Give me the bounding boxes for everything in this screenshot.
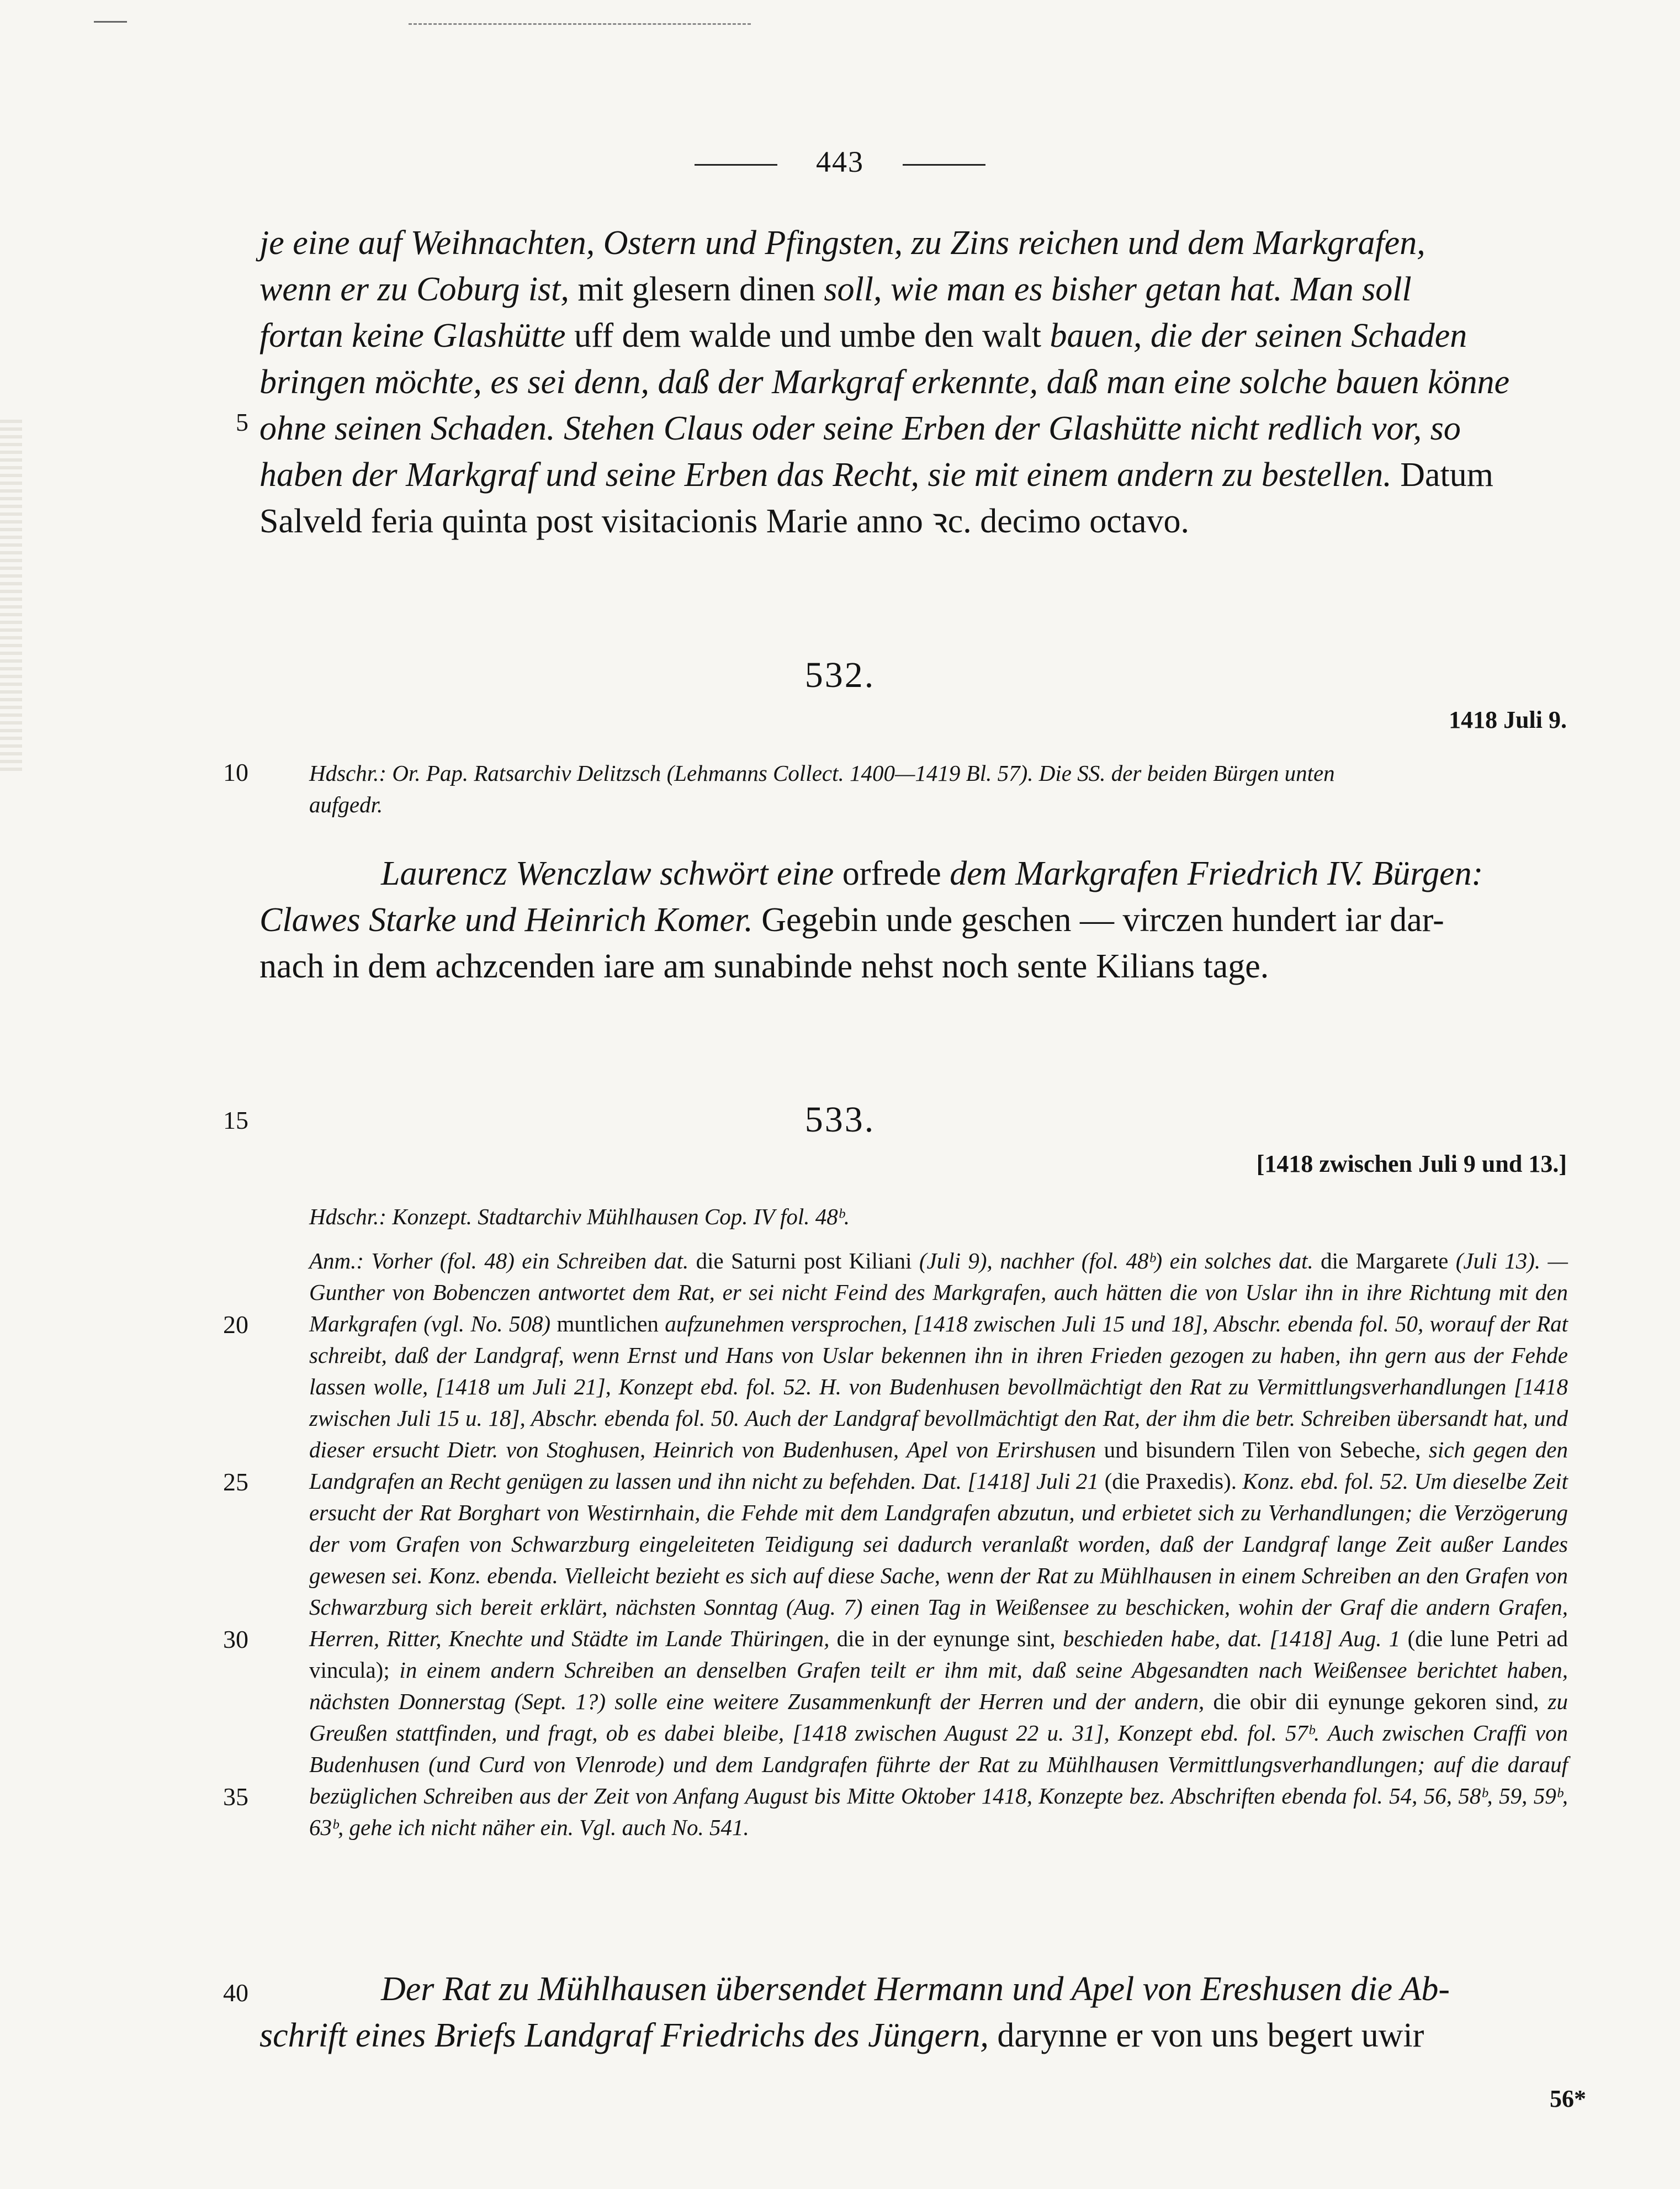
regest-533-line-2 xyxy=(259,2012,1568,2059)
regest-532-b: orfrede xyxy=(834,855,950,892)
line-number-40: 40 xyxy=(223,1979,248,2007)
annotation-533-segment: in einem andern Schreiben an denselben Grafen teilt er ihm mit, daß seine Abgesandten nach Weißensee berichtet haben, nächsten Donnerstag (Sept. 1?) solle eine weitere Zusammenkunft der Herren und der andern, xyxy=(309,1657,1568,1714)
annotation-533-segment: (die lune Petri ad vincula); xyxy=(309,1626,1568,1683)
annotation-533-segment: die Margarete xyxy=(1321,1248,1456,1273)
intro-line-3 xyxy=(259,313,1568,359)
header-dash-left xyxy=(695,164,777,166)
intro-line-2-a: wenn er zu Coburg ist, xyxy=(259,271,569,308)
intro-line-3-b: uff dem walde und umbe den walt xyxy=(565,317,1050,355)
intro-line-3-a: fortan keine Glashütte xyxy=(259,317,566,355)
scan-edge-artifact xyxy=(0,420,22,773)
header-dash-right xyxy=(903,164,985,166)
annotation-533-segment: sich gegen den Landgrafen an Recht genügen zu lassen und ihn nicht zu befehden. Dat. [1418] Juli 21 xyxy=(309,1437,1568,1494)
document-number-532: 532. xyxy=(804,655,876,695)
regest-532-line-1 xyxy=(259,850,1568,897)
intro-line-6 xyxy=(259,452,1568,498)
regest-533-b: schrift eines Briefs Landgraf Friedrichs des Jüngern, xyxy=(259,2017,989,2054)
annotation-533-segment: (die Praxedis). xyxy=(1104,1468,1243,1494)
regest-532-line-3: nach in dem achzcenden iare am sunabinde nehst noch sente Kilians tage. xyxy=(259,948,1269,985)
intro-line-5: ohne seinen Schaden. Stehen Claus oder seine Erben der Glashütte nicht redlich vor, so xyxy=(259,410,1461,447)
annotation-533-segment: zu Greußen stattfinden, und fragt, ob es dabei bleibe, [1418 zwischen August 22 u. 31], Konzept ebd. fol. 57ᵇ. Auch zwischen Craffi von Budenhusen (und Curd von Vlenrode) und dem Landgrafen führte der Rat zu Mühlhausen Vermittlungsverhandlungen; auf die darauf bezüglichen Schreiben aus der Zeit von Anfang August bis Mitte Oktober 1418, Konzepte bez. Abschriften ebenda fol. 54, 56, 58ᵇ, 59, 59ᵇ, 63ᵇ, gehe ich nicht näher ein. Vgl. auch No. 541. xyxy=(309,1689,1568,1840)
line-number-35: 35 xyxy=(223,1783,248,1811)
annotation-533-segment: und bisundern Tilen von Sebeche, xyxy=(1104,1437,1429,1462)
annotation-533 xyxy=(309,1245,1568,1843)
source-note-532 xyxy=(309,758,1562,821)
annotation-533-segment: (Juli 13). — Gunther von Bobenczen antwortet dem Rat, er sei nicht Feind des Markgrafen, auch hätten die von Uslar ihn in ihre Richtung mit den Markgrafen (vgl. No. 508) xyxy=(309,1248,1568,1336)
regest-532-e: Gegebin unde geschen — virczen hundert iar dar- xyxy=(752,901,1444,939)
document-number-533: 533. xyxy=(804,1099,876,1140)
source-note-532-line-2: aufgedr. xyxy=(309,792,383,817)
intro-line-6-b: Datum xyxy=(1391,456,1494,494)
regest-533 xyxy=(259,1966,1568,2059)
regest-532-d: Clawes Starke und Heinrich Komer. xyxy=(259,901,753,939)
document-date-533: [1418 zwischen Juli 9 und 13.] xyxy=(1256,1150,1567,1177)
line-number-15: 15 xyxy=(223,1106,248,1134)
page-header xyxy=(0,145,1680,179)
line-number-10: 10 xyxy=(223,758,248,786)
intro-line-1: je eine auf Weihnachten, Ostern und Pfingsten, zu Zins reichen und dem Markgrafen, xyxy=(259,224,1425,262)
intro-line-2 xyxy=(259,266,1568,313)
line-number-5: 5 xyxy=(236,408,248,436)
line-number-20: 20 xyxy=(223,1310,248,1339)
annotation-533-segment: muntlichen xyxy=(557,1311,665,1336)
annotation-533-segment: Anm.: Vorher (fol. 48) ein Schreiben dat. xyxy=(309,1248,696,1273)
intro-line-6-a: haben der Markgraf und seine Erben das Recht, sie mit einem andern zu bestellen. xyxy=(259,456,1392,494)
intro-line-2-b: mit glesern dinen xyxy=(569,271,824,308)
annotation-533-segment: die in der eynunge sint, xyxy=(836,1626,1063,1651)
intro-line-3-c: bauen, die der seinen Schaden xyxy=(1050,317,1467,355)
source-note-532-line-1: Hdschr.: Or. Pap. Ratsarchiv Delitzsch (Lehmanns Collect. 1400—1419 Bl. 57). Die SS. der beiden Bürgen unten xyxy=(309,760,1335,786)
regest-533-line-1: Der Rat zu Mühlhausen übersendet Hermann und Apel von Ereshusen die Ab- xyxy=(381,1970,1450,2008)
regest-533-c: darynne er von uns begert uwir xyxy=(988,2017,1424,2054)
annotation-533-segment: die Saturni post Kiliani xyxy=(696,1248,919,1273)
intro-line-4: bringen möchte, es sei denn, daß der Markgraf erkennte, daß man eine solche bauen könne xyxy=(259,363,1510,401)
source-note-533: Hdschr.: Konzept. Stadtarchiv Mühlhausen Cop. IV fol. 48ᵇ. xyxy=(309,1204,850,1229)
intro-line-2-c: soll, wie man es bisher getan hat. Man soll xyxy=(824,271,1412,308)
regest-532 xyxy=(259,850,1568,990)
page-number: 443 xyxy=(816,145,864,178)
annotation-533-segment: Konz. ebd. fol. 52. Um dieselbe Zeit ersucht der Rat Borghart von Westirnhain, die Fehde mit dem Landgrafen abzutun, und erbietet sich zu Verhandlungen; die Verzögerung der vom Grafen von Schwarzburg eingeleiteten Teidigung sei dadurch veranlaßt worden, daß der Landgraf lange Zeit außer Landes gewesen sei. Konz. ebenda. Vielleicht bezieht es sich auf diese Sache, wenn der Rat zu Mühlhausen in einem Schreiben an den Grafen von Schwarzburg sich bereit erklärt, nächsten Sonntag (Aug. 7) einen Tag in Weißensee zu beschicken, wohin der Graf die andern Grafen, Herren, Ritter, Knechte und Städte im Lande Thüringen, xyxy=(309,1468,1568,1651)
annotation-533-segment: die obir dii eynunge gekoren sind, xyxy=(1213,1689,1548,1714)
annotation-533-segment: aufzunehmen versprochen, [1418 zwischen Juli 15 und 18], Abschr. ebenda fol. 50, worauf der Rat schreibt, daß der Landgraf, wenn Ernst und Hans von Uslar bekennen ihn in ihren Frieden gezogen zu haben, ihn gern aus der Fehde lassen wolle, [1418 um Juli 21], Konzept ebd. fol. 52. H. von Budenhusen bevollmächtigt den Rat zu Vermittlungsverhandlungen [1418 zwischen Juli 15 u. 18], Abschr. ebenda fol. 50. Auch der Landgraf bevollmächtigt den Rat, der ihm die betr. Schreiben übersandt hat, und dieser ersucht Dietr. von Stoghusen, Heinrich von Budenhusen, Apel von Erirshusen xyxy=(309,1311,1568,1462)
line-number-30: 30 xyxy=(223,1625,248,1653)
regest-532-a: Laurencz Wenczlaw schwört eine xyxy=(381,855,834,892)
regest-532-c: dem Markgrafen Friedrich IV. Bürgen: xyxy=(950,855,1483,892)
intro-line-7: Salveld feria quinta post visitacionis Marie anno ꝛc. decimo octavo. xyxy=(259,503,1189,540)
intro-paragraph xyxy=(259,220,1568,544)
regest-532-line-2 xyxy=(259,897,1568,943)
top-rule xyxy=(409,23,751,25)
annotation-533-segment: beschieden habe, dat. [1418] Aug. 1 xyxy=(1062,1626,1408,1651)
annotation-533-segment: (Juli 9), nachher (fol. 48ᵇ) ein solches dat. xyxy=(919,1248,1321,1273)
line-number-25: 25 xyxy=(223,1468,248,1496)
document-date-532: 1418 Juli 9. xyxy=(1449,706,1567,733)
signature-mark: 56* xyxy=(1550,2085,1586,2112)
scan-mark xyxy=(94,21,127,23)
